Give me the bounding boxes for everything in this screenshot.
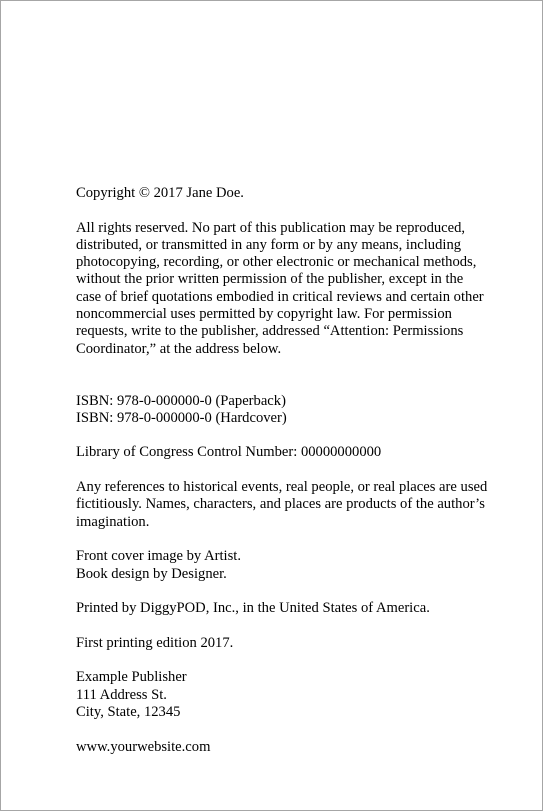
website-url: www.yourwebsite.com (76, 738, 211, 755)
website-block (76, 739, 506, 756)
copyright-page-text (76, 185, 506, 773)
publisher-city: City, State, 12345 (76, 703, 181, 720)
publisher-name: Example Publisher (76, 669, 187, 686)
spacer (76, 375, 506, 392)
cover-credit: Front cover image by Artist. (76, 548, 241, 565)
printed-by: Printed by DiggyPOD, Inc., in the United States of America. (76, 600, 430, 617)
isbn-paperback: ISBN: 978-0-000000-0 (Paperback) (76, 392, 286, 409)
rights-line-4: without the prior written permission of the publisher, except in the (76, 271, 464, 288)
library-of-congress (76, 444, 506, 461)
first-printing: First printing edition 2017. (76, 634, 234, 651)
isbn-block (76, 393, 506, 428)
rights-line-3: photocopying, recording, or other electronic or mechanical methods, (76, 254, 477, 271)
rights-line-7: requests, write to the publisher, addressed “Attention: Permissions (76, 323, 464, 340)
isbn-hardcover: ISBN: 978-0-000000-0 (Hardcover) (76, 409, 287, 426)
rights-line-2: distributed, or transmitted in any form or by any means, including (76, 236, 462, 253)
publisher-address (76, 669, 506, 721)
loc-number: Library of Congress Control Number: 00000000000 (76, 444, 382, 461)
rights-reserved-paragraph (76, 220, 506, 358)
fiction-line-2: fictitiously. Names, characters, and places are products of the author’s (76, 496, 485, 513)
printing-edition (76, 635, 506, 652)
fiction-line-3: imagination. (76, 513, 150, 530)
fiction-disclaimer (76, 479, 506, 531)
copyright-notice (76, 185, 506, 202)
printer-info (76, 600, 506, 617)
copyright-line: Copyright © 2017 Jane Doe. (76, 185, 244, 201)
rights-line-8: Coordinator,” at the address below. (76, 340, 282, 357)
credits-block (76, 548, 506, 583)
publisher-street: 111 Address St. (76, 686, 167, 703)
rights-line-5: case of brief quotations embodied in critical reviews and certain other (76, 288, 484, 305)
fiction-line-1: Any references to historical events, real people, or real places are used (76, 479, 488, 496)
rights-line-6: noncommercial uses permitted by copyright law. For permission (76, 306, 452, 323)
rights-line-1: All rights reserved. No part of this publication may be reproduced, (76, 219, 466, 236)
design-credit: Book design by Designer. (76, 565, 227, 582)
